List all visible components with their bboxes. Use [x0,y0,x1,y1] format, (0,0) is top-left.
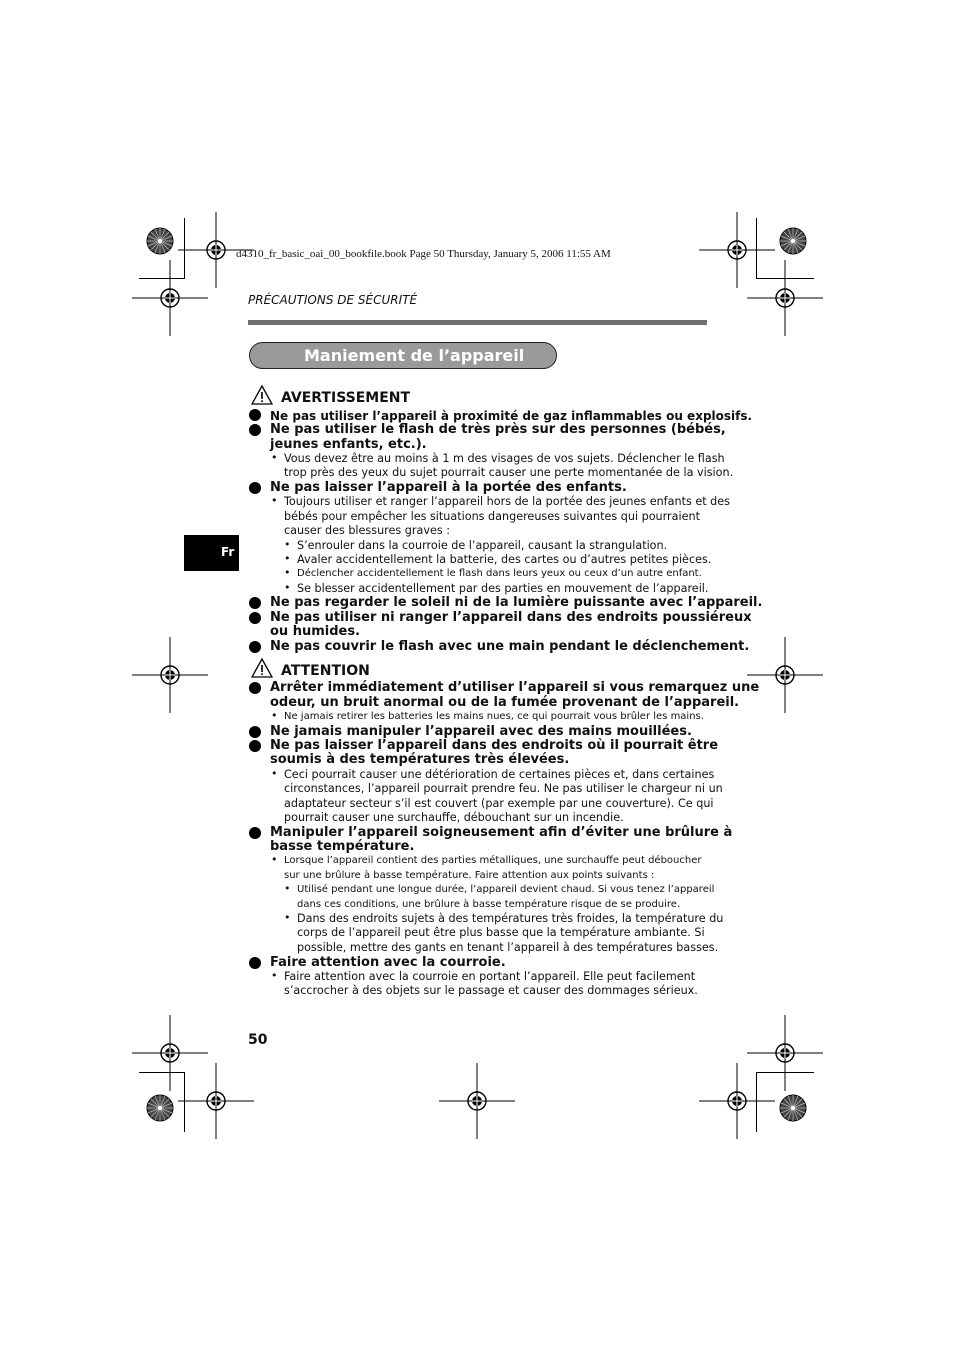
list-item: Dans des endroits sujets à des températures très froides, la température du [297,912,724,925]
list-item: Manipuler l’appareil soigneusement afin d’éviter une brûlure à [270,825,733,840]
list-item: sur une brûlure à basse température. Faire attention aux points suivants : [284,870,655,881]
warning-triangle-icon [251,385,273,405]
registration-target-icon [747,1015,823,1091]
registration-target-icon [439,1063,515,1139]
list-item: S’enrouler dans la courroie de l’appareil, causant la strangulation. [297,539,668,552]
list-item: Ne pas laisser l’appareil dans des endroits où il pourrait être [270,738,719,753]
registration-target-icon [132,637,208,713]
section-title-banner [249,342,557,369]
registration-target-icon [699,212,775,288]
list-item: Ne pas utiliser l’appareil à proximité de gaz inflammables ou explosifs. [270,409,753,423]
bullet-dot-icon [249,740,261,752]
registration-target-icon [699,1063,775,1139]
list-item: adaptateur secteur s’il est couvert (par exemple par une couverture). Ce qui [284,797,714,810]
list-item: trop près des yeux du sujet pourrait causer une perte momentanée de la vision. [284,466,734,479]
bullet-dot-icon [249,597,261,609]
bullet-dot-icon [249,957,261,969]
list-item: jeunes enfants, etc.). [270,437,427,452]
list-item: Déclencher accidentellement le flash dans leurs yeux ou ceux d’un autre enfant. [297,568,702,579]
list-item: Ne pas couvrir le flash avec une main pendant le déclenchement. [270,639,750,654]
registration-target-icon [178,1063,254,1139]
section-title: Maniement de l’appareil [304,346,525,365]
list-item: Arrêter immédiatement d’utiliser l’appareil si vous remarquez une [270,680,760,695]
warning-heading: AVERTISSEMENT [281,390,411,406]
star-target-icon [780,228,806,254]
list-item: Vous devez être au moins à 1 m des visages de vos sujets. Déclencher le flash [284,452,725,465]
list-item: corps de l’appareil peut être plus basse que la température ambiante. Si [297,926,705,939]
bullet-dot-icon [249,409,261,421]
section-label: PRÉCAUTIONS DE SÉCURITÉ [248,293,418,307]
bullet-dot-icon [249,726,261,738]
star-target-icon [147,228,173,254]
list-item: Ne pas utiliser le flash de très près sur des personnes (bébés, [270,422,726,437]
list-item: bébés pour empêcher les situations dangereuses suivantes qui pourraient [284,510,700,523]
list-item: Ne jamais retirer les batteries les mains nues, ce qui pourrait vous brûler les mains. [284,711,704,722]
bullet-dot-icon [249,682,261,694]
file-header: d4310_fr_basic_oai_00_bookfile.book Page 50 Thursday, January 5, 2006 11:55 AM [236,248,611,260]
bullet-dot-icon [249,424,261,436]
list-item: circonstances, l’appareil pourrait prendre feu. Ne pas utiliser le chargeur ni un [284,782,723,795]
list-item: ou humides. [270,624,361,639]
list-item: soumis à des températures très élevées. [270,752,570,767]
bullet-dot-icon [249,827,261,839]
list-item: Faire attention avec la courroie. [270,955,506,970]
list-item: Ne jamais manipuler l’appareil avec des mains mouillées. [270,724,692,739]
list-item: odeur, un bruit anormal ou de la fumée provenant de l’appareil. [270,695,740,710]
page-number: 50 [248,1032,268,1048]
list-item: Ceci pourrait causer une détérioration de certaines pièces et, dans certaines [284,768,715,781]
star-target-icon [147,1095,173,1121]
attention-heading: ATTENTION [281,663,370,679]
bullet-dot-icon [249,482,261,494]
list-item: Ne pas utiliser ni ranger l’appareil dans des endroits poussiéreux [270,610,752,625]
list-item: s’accrocher à des objets sur le passage et causer des dommages sérieux. [284,984,698,997]
list-item: causer des blessures graves : [284,524,451,537]
list-item: Utilisé pendant une longue durée, l’appareil devient chaud. Si vous tenez l’appareil [297,884,715,895]
registration-target-icon [747,260,823,336]
list-item: pourrait causer une surchauffe, débouchant sur un incendie. [284,811,624,824]
list-item: Faire attention avec la courroie en portant l’appareil. Elle peut facilement [284,970,696,983]
language-tab-label: Fr [221,545,235,559]
bullet-dot-icon [249,612,261,624]
language-tab [184,535,239,571]
list-item: Ne pas laisser l’appareil à la portée des enfants. [270,480,627,495]
list-item: possible, mettre des gants en tenant l’appareil à des températures basses. [297,941,719,954]
list-item: Toujours utiliser et ranger l’appareil hors de la portée des jeunes enfants et des [284,495,730,508]
registration-target-icon [747,637,823,713]
list-item: dans ces conditions, une brûlure à basse température risque de se produire. [297,899,681,910]
list-item: Ne pas regarder le soleil ni de la lumière puissante avec l’appareil. [270,595,763,610]
header-rule [248,320,707,325]
list-item: basse température. [270,839,415,854]
bullet-dot-icon [249,641,261,653]
list-item: Avaler accidentellement la batterie, des cartes ou d’autres petites pièces. [297,553,712,566]
list-item: Se blesser accidentellement par des parties en mouvement de l’appareil. [297,582,709,595]
list-item: Lorsque l’appareil contient des parties métalliques, une surchauffe peut déboucher [284,855,702,866]
star-target-icon [780,1095,806,1121]
registration-target-icon [132,1015,208,1091]
caution-triangle-icon [251,658,273,678]
registration-target-icon [132,260,208,336]
